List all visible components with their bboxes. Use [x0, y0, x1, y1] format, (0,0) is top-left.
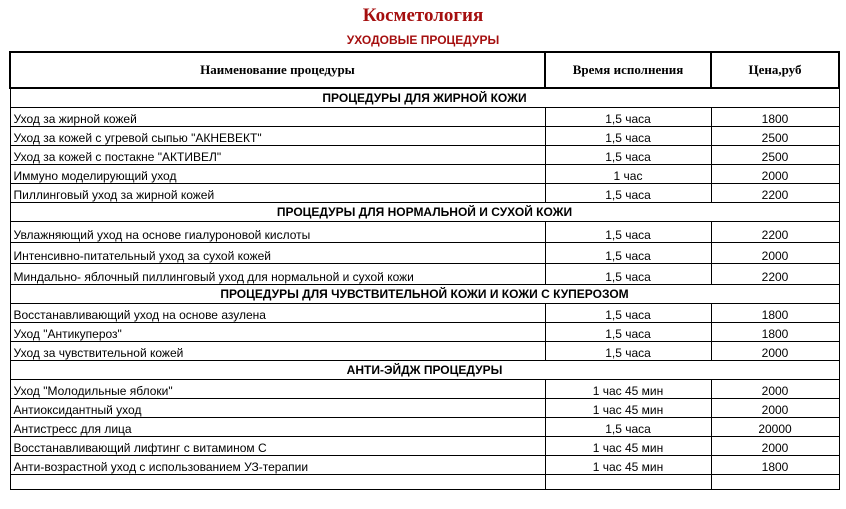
table-row	[10, 222, 839, 243]
empty-cell	[10, 475, 545, 490]
duration-cell: 1,5 часа	[545, 264, 711, 285]
duration-cell: 1,5 часа	[545, 184, 711, 203]
section-title: ПРОЦЕДУРЫ ДЛЯ НОРМАЛЬНОЙ И СУХОЙ КОЖИ	[10, 203, 839, 222]
price-cell: 1800	[711, 323, 839, 342]
section-title: ПРОЦЕДУРЫ ДЛЯ ЧУВСТВИТЕЛЬНОЙ КОЖИ И КОЖИ С КУПЕРОЗОМ	[10, 285, 839, 304]
table-row	[10, 184, 839, 203]
duration-cell: 1 час 45 мин	[545, 437, 711, 456]
table-row	[10, 146, 839, 165]
duration-cell: 1,5 часа	[545, 127, 711, 146]
empty-cell	[545, 475, 711, 490]
procedure-name-cell: Восстанавливающий лифтинг с витамином С	[10, 437, 545, 456]
price-cell: 2000	[711, 399, 839, 418]
price-cell: 2200	[711, 222, 839, 243]
table-row	[10, 380, 839, 399]
procedure-name-cell: Интенсивно-питательный уход за сухой кожей	[10, 243, 545, 264]
procedure-name-cell: Миндально- яблочный пиллинговый уход для нормальной и сухой кожи	[10, 264, 545, 285]
duration-cell: 1,5 часа	[545, 304, 711, 323]
header-duration: Время исполнения	[545, 52, 711, 88]
empty-cell	[711, 475, 839, 490]
procedure-name-cell: Уход за кожей с постакне "АКТИВЕЛ"	[10, 146, 545, 165]
price-table	[9, 51, 840, 490]
procedure-name-cell: Антиоксидантный уход	[10, 399, 545, 418]
duration-cell: 1 час 45 мин	[545, 380, 711, 399]
price-cell: 20000	[711, 418, 839, 437]
price-cell: 2000	[711, 243, 839, 264]
price-cell: 2000	[711, 165, 839, 184]
procedure-name-cell: Антистресс для лица	[10, 418, 545, 437]
duration-cell: 1,5 часа	[545, 146, 711, 165]
header-price: Цена,руб	[711, 52, 839, 88]
section-header-row	[10, 203, 839, 222]
empty-row	[10, 475, 839, 490]
section-header-row	[10, 285, 839, 304]
section-header-row	[10, 88, 839, 108]
duration-cell: 1,5 часа	[545, 108, 711, 127]
table-row	[10, 456, 839, 475]
duration-cell: 1,5 часа	[545, 418, 711, 437]
table-row	[10, 108, 839, 127]
price-cell: 2500	[711, 127, 839, 146]
page-subtitle: УХОДОВЫЕ ПРОЦЕДУРЫ	[346, 33, 500, 47]
procedure-name-cell: Пиллинговый уход за жирной кожей	[10, 184, 545, 203]
table-row	[10, 127, 839, 146]
price-cell: 1800	[711, 304, 839, 323]
duration-cell: 1 час 45 мин	[545, 399, 711, 418]
duration-cell: 1,5 часа	[545, 323, 711, 342]
price-cell: 1800	[711, 456, 839, 475]
duration-cell: 1 час	[545, 165, 711, 184]
section-title: ПРОЦЕДУРЫ ДЛЯ ЖИРНОЙ КОЖИ	[10, 88, 839, 108]
procedure-name-cell: Восстанавливающий уход на основе азулена	[10, 304, 545, 323]
price-cell: 1800	[711, 108, 839, 127]
table-row	[10, 418, 839, 437]
table-row	[10, 304, 839, 323]
procedure-name-cell: Иммуно моделирующий уход	[10, 165, 545, 184]
table-row	[10, 399, 839, 418]
procedure-name-cell: Анти-возрастной уход с использованием УЗ-терапии	[10, 456, 545, 475]
duration-cell: 1,5 часа	[545, 342, 711, 361]
price-cell: 2200	[711, 264, 839, 285]
price-cell: 2000	[711, 437, 839, 456]
procedure-name-cell: Уход "Молодильные яблоки"	[10, 380, 545, 399]
header-procedure-name: Наименование процедуры	[10, 52, 545, 88]
duration-cell: 1,5 часа	[545, 222, 711, 243]
price-cell: 2200	[711, 184, 839, 203]
procedure-name-cell: Уход за кожей с угревой сыпью "АКНЕВЕКТ"	[10, 127, 545, 146]
duration-cell: 1,5 часа	[545, 243, 711, 264]
procedure-name-cell: Уход "Антикупероз"	[10, 323, 545, 342]
table-row	[10, 243, 839, 264]
table-row	[10, 437, 839, 456]
procedure-name-cell: Увлажняющий уход на основе гиалуроновой кислоты	[10, 222, 545, 243]
table-row	[10, 342, 839, 361]
procedure-name-cell: Уход за жирной кожей	[10, 108, 545, 127]
price-cell: 2000	[711, 342, 839, 361]
table-row	[10, 323, 839, 342]
page-title: Косметология	[362, 5, 484, 26]
table-row	[10, 165, 839, 184]
price-cell: 2500	[711, 146, 839, 165]
table-header-row	[10, 52, 839, 88]
table-body	[10, 88, 839, 490]
table-row	[10, 264, 839, 285]
price-cell: 2000	[711, 380, 839, 399]
duration-cell: 1 час 45 мин	[545, 456, 711, 475]
section-header-row	[10, 361, 839, 380]
section-title: АНТИ-ЭЙДЖ ПРОЦЕДУРЫ	[10, 361, 839, 380]
procedure-name-cell: Уход за чувствительной кожей	[10, 342, 545, 361]
